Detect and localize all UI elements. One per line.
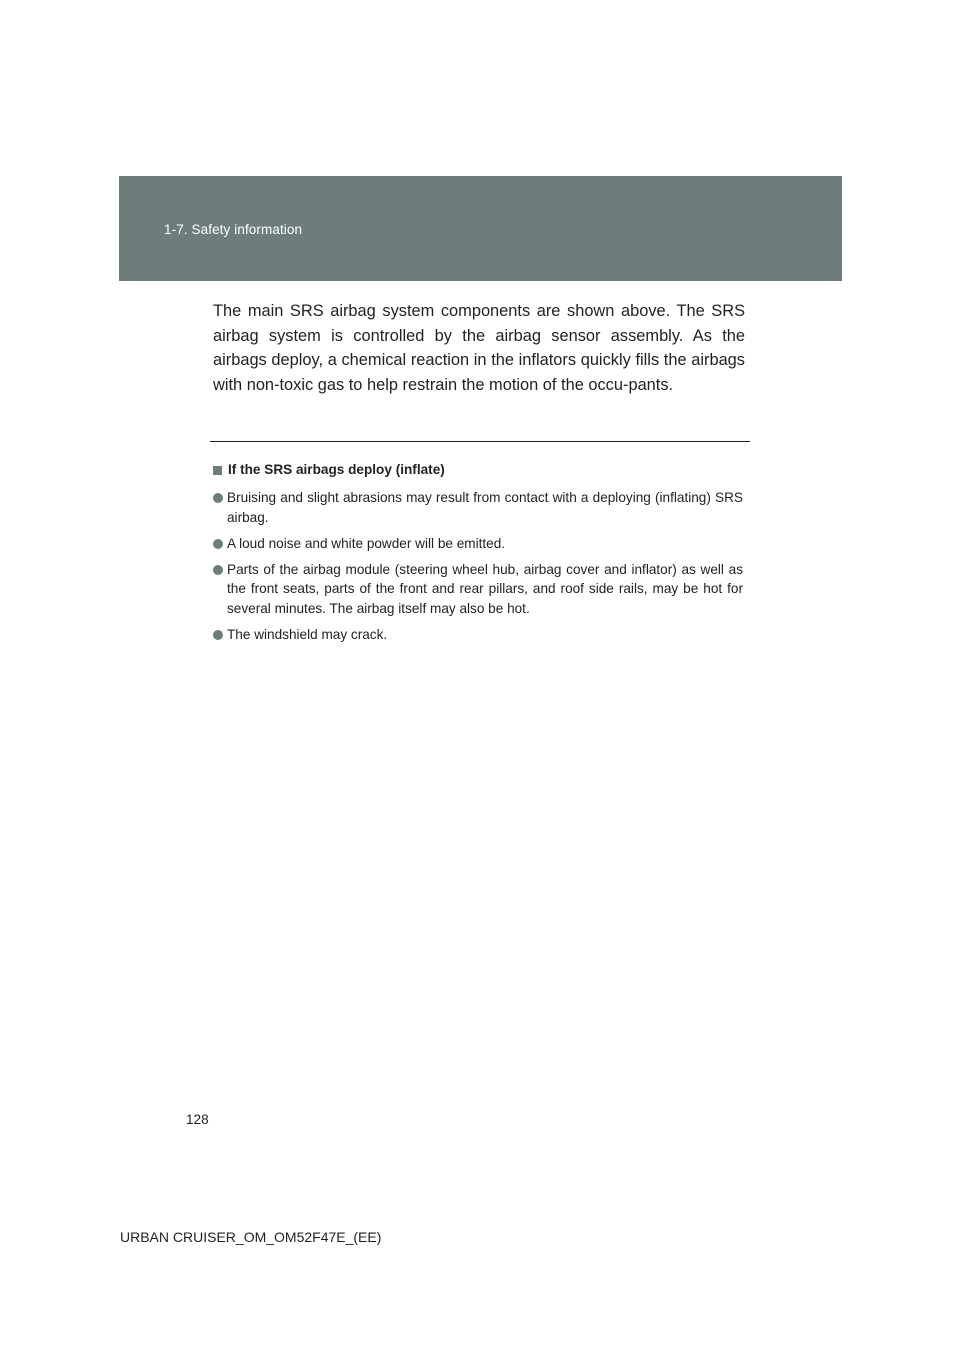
document-code: URBAN CRUISER_OM_OM52F47E_(EE) [120,1229,382,1245]
header-band [119,176,842,281]
section-divider [210,441,750,442]
list-item [213,560,743,619]
list-item-text: A loud noise and white powder will be emitted. [227,535,506,551]
circle-bullet-icon [213,565,223,575]
circle-bullet-icon [213,539,223,549]
list-item-text: Bruising and slight abrasions may result from contact with a deploying (inflating) SRS airbag. [227,490,743,525]
list-item [213,534,743,554]
page-number: 128 [186,1112,209,1127]
note-heading [213,461,743,479]
section-title: 1-7. Safety information [164,222,303,237]
intro-paragraph: The main SRS airbag system components are shown above. The SRS airbag system is controlled by the airbag sensor assembly. As the airbags deploy, a chemical reaction in the inflators quickly fills the airbags with non-toxic gas to help restrain the motion of the occu-pants. [213,302,745,394]
list-item [213,625,743,645]
circle-bullet-icon [213,493,223,503]
deploy-note [213,461,743,651]
list-item [213,488,743,527]
square-bullet-icon [213,466,222,475]
circle-bullet-icon [213,630,223,640]
list-item-text: Parts of the airbag module (steering wheel hub, airbag cover and inflator) as well as the front seats, parts of the front and rear pillars, and roof side rails, may be hot for several minutes. The airbag itself may also be hot. [227,561,743,616]
note-heading-text: If the SRS airbags deploy (inflate) [228,462,445,477]
list-item-text: The windshield may crack. [227,627,388,643]
bullet-list [213,488,743,645]
